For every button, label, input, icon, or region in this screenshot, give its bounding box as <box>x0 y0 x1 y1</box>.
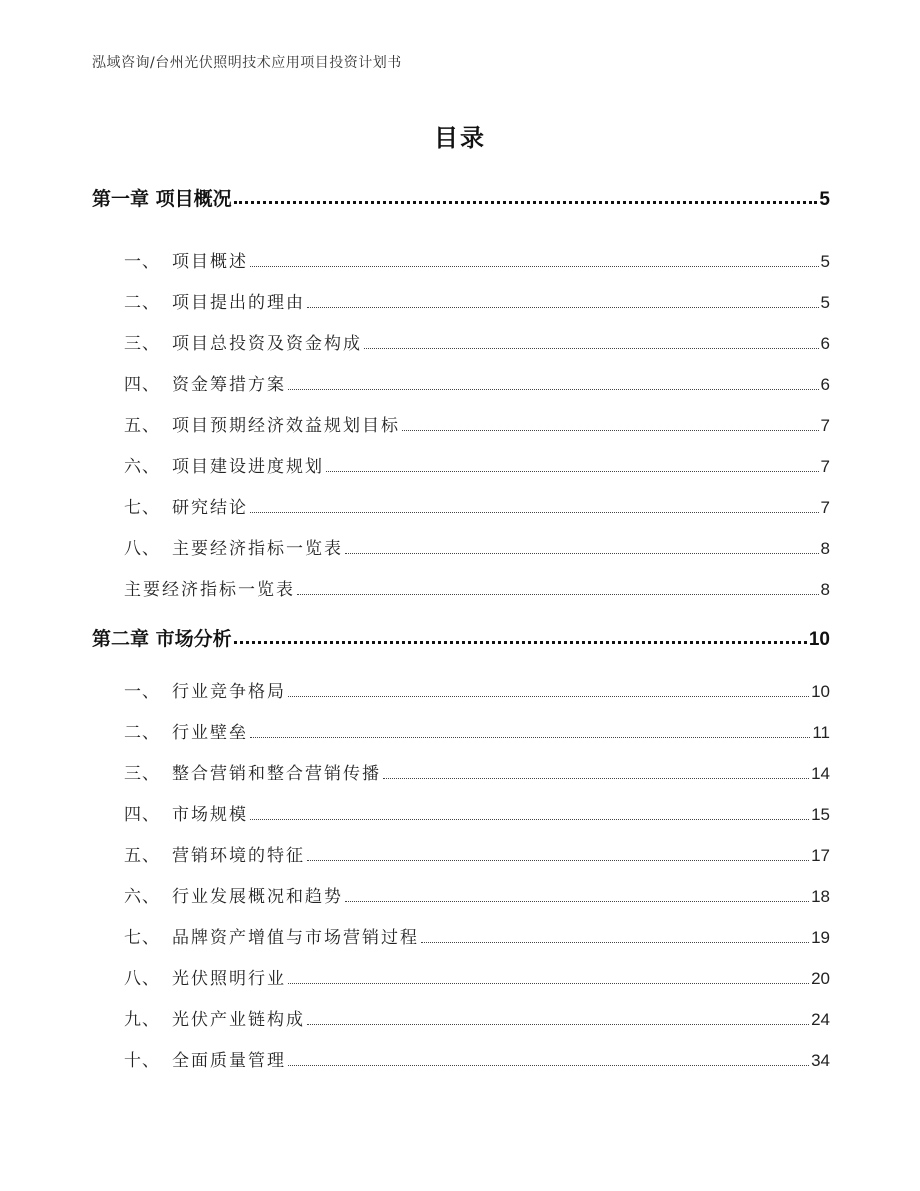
dot-leader <box>383 778 809 779</box>
section-title: 光伏产业链构成 <box>172 1010 305 1030</box>
page-number: 6 <box>820 334 830 353</box>
section-title: 全面质量管理 <box>172 1051 286 1071</box>
toc-section[interactable] <box>124 288 830 313</box>
section-title: 行业发展概况和趋势 <box>172 887 343 907</box>
toc-section[interactable] <box>124 370 830 395</box>
section-title: 主要经济指标一览表 <box>172 539 343 559</box>
page-number: 20 <box>811 969 830 988</box>
section-number: 一、 <box>124 252 160 272</box>
section-number: 一、 <box>124 682 160 702</box>
toc-chapter-1[interactable] <box>92 184 830 211</box>
page-number: 11 <box>812 723 830 742</box>
page-number: 6 <box>820 375 830 394</box>
section-title: 项目总投资及资金构成 <box>172 334 362 354</box>
section-title: 行业竞争格局 <box>172 682 286 702</box>
section-title: 资金筹措方案 <box>172 375 286 395</box>
page-number: 15 <box>811 805 830 824</box>
page-number: 19 <box>811 928 830 947</box>
toc-section[interactable] <box>124 718 830 743</box>
toc-section[interactable] <box>124 759 830 784</box>
toc-section[interactable] <box>124 841 830 866</box>
dot-leader <box>250 512 819 513</box>
page-number: 8 <box>820 539 830 558</box>
page-number: 14 <box>811 764 830 783</box>
toc-section[interactable] <box>124 882 830 907</box>
toc-section[interactable] <box>124 575 830 600</box>
dot-leader <box>345 901 809 902</box>
section-title: 行业壁垒 <box>172 723 248 743</box>
section-title: 整合营销和整合营销传播 <box>172 764 381 784</box>
dot-leader <box>307 860 809 861</box>
toc-section[interactable] <box>124 452 830 477</box>
dot-leader <box>288 983 809 984</box>
toc-section[interactable] <box>124 800 830 825</box>
dot-leader <box>250 266 819 267</box>
toc-title: 目录 <box>434 124 486 152</box>
page-number: 34 <box>811 1051 830 1070</box>
dot-leader <box>364 348 819 349</box>
toc-section[interactable] <box>124 1005 830 1030</box>
section-number: 四、 <box>124 375 160 395</box>
toc-section[interactable] <box>124 534 830 559</box>
dot-leader <box>288 1065 809 1066</box>
page-number: 24 <box>811 1010 830 1029</box>
toc-section[interactable] <box>124 1046 830 1071</box>
section-number: 五、 <box>124 846 160 866</box>
section-number: 二、 <box>124 723 160 743</box>
dot-leader <box>326 471 819 472</box>
page-number: 7 <box>820 498 830 517</box>
page-number: 7 <box>820 416 830 435</box>
section-title: 市场规模 <box>172 805 248 825</box>
dot-leader <box>250 737 810 738</box>
section-title: 营销环境的特征 <box>172 846 305 866</box>
section-number: 四、 <box>124 805 160 825</box>
section-number: 十、 <box>124 1051 160 1071</box>
toc-section[interactable] <box>124 329 830 354</box>
page-number: 7 <box>820 457 830 476</box>
section-number: 八、 <box>124 969 160 989</box>
section-title: 研究结论 <box>172 498 248 518</box>
toc-section[interactable] <box>124 923 830 948</box>
toc-section[interactable] <box>124 493 830 518</box>
section-number: 五、 <box>124 416 160 436</box>
section-title: 项目预期经济效益规划目标 <box>172 416 400 436</box>
page-number: 10 <box>811 682 830 701</box>
section-number: 三、 <box>124 764 160 784</box>
section-number: 七、 <box>124 928 160 948</box>
toc-section[interactable] <box>124 677 830 702</box>
section-title: 光伏照明行业 <box>172 969 286 989</box>
section-number: 七、 <box>124 498 160 518</box>
toc-section[interactable] <box>124 964 830 989</box>
page-number: 5 <box>819 189 830 210</box>
toc-section[interactable] <box>124 247 830 272</box>
dot-leader <box>345 553 819 554</box>
dot-leader <box>250 819 809 820</box>
dot-leader <box>234 641 807 644</box>
dot-leader <box>288 389 819 390</box>
section-number: 九、 <box>124 1010 160 1030</box>
dot-leader <box>402 430 819 431</box>
document-header: 泓域咨询/台州光伏照明技术应用项目投资计划书 <box>92 55 402 71</box>
section-number: 八、 <box>124 539 160 559</box>
section-title: 主要经济指标一览表 <box>124 580 295 600</box>
page-number: 5 <box>820 293 830 312</box>
section-number: 六、 <box>124 887 160 907</box>
section-number: 三、 <box>124 334 160 354</box>
section-title: 品牌资产增值与市场营销过程 <box>172 928 419 948</box>
page-number: 10 <box>808 629 830 650</box>
dot-leader <box>307 307 819 308</box>
dot-leader <box>297 594 819 595</box>
section-title: 项目概述 <box>172 252 248 272</box>
chapter-title: 第一章 项目概况 <box>92 188 232 210</box>
page-number: 8 <box>820 580 830 599</box>
page-number: 5 <box>820 252 830 271</box>
section-number: 二、 <box>124 293 160 313</box>
dot-leader <box>421 942 809 943</box>
dot-leader <box>307 1024 809 1025</box>
toc-section[interactable] <box>124 411 830 436</box>
chapter-title: 第二章 市场分析 <box>92 628 232 650</box>
section-title: 项目建设进度规划 <box>172 457 324 477</box>
toc-chapter-2[interactable] <box>92 624 830 651</box>
dot-leader <box>288 696 809 697</box>
section-number: 六、 <box>124 457 160 477</box>
page-number: 18 <box>811 887 830 906</box>
dot-leader <box>234 201 818 204</box>
page-number: 17 <box>811 846 830 865</box>
section-title: 项目提出的理由 <box>172 293 305 313</box>
